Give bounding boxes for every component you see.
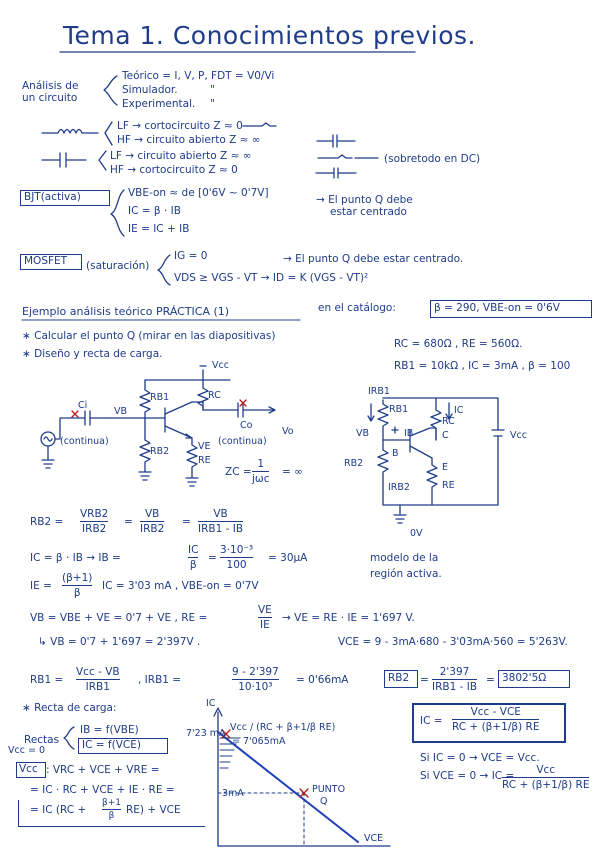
ie-rhs: IC = 3'03 mA , VBE-on = 0'7V bbox=[102, 580, 259, 592]
recta-heading: ∗ Recta de carga: bbox=[22, 702, 117, 714]
circuit1-rb1: RB1 bbox=[150, 392, 170, 403]
circuit1-continua-2: (continua) bbox=[218, 436, 267, 447]
frac-denominator: RC + (β+1/β) RE bbox=[452, 721, 540, 733]
ditto-mark: " bbox=[210, 98, 215, 110]
frac-denominator: IRB1 - IB bbox=[432, 681, 478, 693]
rb1-lhs: RB1 = bbox=[30, 674, 64, 686]
vcc-box-label: Vcc bbox=[19, 763, 38, 775]
circuit1-vo: Vo bbox=[282, 426, 294, 437]
bjt-eq-vbe: VBE-on ≈ de [0'6V ~ 0'7V] bbox=[128, 187, 269, 199]
circuit2-vcc: Vcc bbox=[510, 430, 527, 441]
frac-numerator: Vcc - VB bbox=[76, 666, 120, 678]
page-title: Tema 1. Conocimientos previos. bbox=[63, 21, 476, 50]
graph-y-intercept: 7'23 mA bbox=[186, 728, 226, 739]
irb1-frac bbox=[232, 666, 279, 693]
frac-denominator: β bbox=[73, 587, 81, 599]
mosfet-eq-id: VDS ≥ VGS - VT → ID = K (VGS - VT)² bbox=[174, 272, 369, 284]
zc-lhs: ZC = bbox=[225, 466, 252, 478]
graph-3ma: 3mA bbox=[222, 788, 244, 799]
analisis-label-2: un circuito bbox=[22, 92, 78, 104]
vb-line: VB = VBE + VE = 0'7 + VE , RE = bbox=[30, 612, 208, 624]
si-vce-zero: Si VCE = 0 → IC = bbox=[420, 770, 515, 782]
kvl-line-3: = IC (RC + bbox=[30, 804, 87, 816]
rb2-frac-1 bbox=[80, 508, 108, 535]
frac-denominator: IRB1 bbox=[85, 681, 110, 693]
zc-numerator: 1 bbox=[257, 458, 265, 470]
rb2-frac-2 bbox=[140, 508, 164, 535]
circuit2-ic: IC bbox=[454, 405, 464, 416]
frac-denominator: β bbox=[108, 811, 115, 821]
circuit2-b: B bbox=[392, 448, 399, 459]
equals-sign: = bbox=[208, 552, 217, 564]
frac-numerator: VB bbox=[144, 508, 160, 520]
bullet-calcular: ∗ Calcular el punto Q (mirar en las diapositivas) bbox=[22, 330, 276, 342]
capacitor-hf: HF → cortocircuito Z ≈ 0 bbox=[110, 164, 238, 176]
capacitor-lf: LF → circuito abierto Z ≈ ∞ bbox=[110, 150, 252, 162]
circuit2-vb: VB bbox=[356, 428, 370, 439]
circuit1-vb: VB bbox=[114, 406, 128, 417]
modelo-note-1: modelo de la bbox=[370, 552, 439, 564]
irb1-lhs: , IRB1 = bbox=[138, 674, 182, 686]
rectas-label: Rectas bbox=[24, 734, 60, 746]
re-frac bbox=[258, 604, 272, 631]
ie-frac bbox=[62, 572, 92, 599]
bjt-eq-ie: IE = IC + IB bbox=[128, 223, 190, 235]
equals-sign: = bbox=[124, 516, 133, 528]
circuit2-rb2: RB2 bbox=[344, 458, 364, 469]
equals-sign: = bbox=[420, 674, 429, 686]
frac-numerator: 9 - 2'397 bbox=[232, 666, 279, 678]
circuit1-ci: Ci bbox=[78, 400, 88, 411]
capacitor-note: (sobretodo en DC) bbox=[384, 153, 481, 165]
circuit1-vcc: Vcc bbox=[212, 360, 229, 371]
beta-frac bbox=[102, 798, 121, 821]
modelo-note-2: región activa. bbox=[370, 568, 442, 580]
frac-numerator: IC bbox=[188, 544, 199, 556]
circuit2-e: E bbox=[442, 462, 449, 473]
zc-denominator: jωc bbox=[252, 473, 270, 485]
frac-denominator: IRB2 bbox=[82, 523, 107, 535]
graph-y-label: Vcc / (RC + β+1/β RE) bbox=[230, 722, 336, 733]
rb2-final-frac bbox=[432, 666, 477, 693]
circuit1-rc: RC bbox=[208, 390, 221, 401]
circuit2-gnd: 0V bbox=[410, 528, 423, 539]
graph-punto: PUNTO bbox=[312, 784, 346, 795]
rb2-lhs: RB2 = bbox=[30, 516, 64, 528]
ic-formula-lhs: IC = bbox=[420, 715, 443, 727]
bjt-note-2: estar centrado bbox=[330, 206, 407, 218]
ib-value-frac bbox=[220, 544, 253, 571]
circuit1-ve: VE bbox=[198, 441, 211, 452]
kvl-line-1: : VRC + VCE + VRE = bbox=[46, 764, 160, 776]
bullet-diseno: ∗ Diseño y recta de carga. bbox=[22, 348, 163, 360]
frac-numerator: Vcc - VCE bbox=[470, 706, 521, 718]
rb2-box-label: RB2 bbox=[388, 672, 410, 684]
frac-numerator: 2'397 bbox=[439, 666, 470, 678]
equals-sign: = bbox=[486, 674, 495, 686]
circuit1-rb2: RB2 bbox=[150, 446, 170, 457]
graph-y-value: = 7'065mA bbox=[232, 736, 286, 747]
circuit2-irb1: IRB1 bbox=[368, 386, 390, 397]
rb1-frac bbox=[76, 666, 120, 693]
rb2-result: 3802'5Ω bbox=[502, 672, 547, 684]
analisis-item-teorico: Teórico = I, V, P, FDT = V0/Vi bbox=[122, 70, 275, 82]
recta-ib: IB = f(VBE) bbox=[80, 724, 139, 736]
ditto-mark: " bbox=[210, 84, 215, 96]
vce-result: VCE = 9 - 3mA·680 - 3'03mA·560 = 5'263V. bbox=[338, 636, 568, 648]
params-rb1-ic: RB1 = 10kΩ , IC = 3mA , β = 100 bbox=[394, 360, 571, 372]
zc-rhs: = ∞ bbox=[282, 466, 303, 478]
kvl-line-2: = IC · RC + VCE + IE · RE = bbox=[30, 784, 175, 796]
equals-sign: = bbox=[182, 516, 191, 528]
params-rc-re: RC = 680Ω , RE = 560Ω. bbox=[394, 338, 523, 350]
frac-numerator: Vcc bbox=[536, 764, 556, 776]
circuit2-c: C bbox=[442, 430, 449, 441]
frac-numerator: β+1 bbox=[102, 798, 122, 808]
bjt-label: BJT(activa) bbox=[24, 191, 81, 203]
mosfet-note: → El punto Q debe estar centrado. bbox=[283, 253, 464, 265]
circuit1-co: Co bbox=[240, 420, 253, 431]
circuit1-re: RE bbox=[198, 455, 211, 466]
circuit2-rc: RC bbox=[442, 416, 455, 427]
circuit2-rb1: RB1 bbox=[389, 404, 409, 415]
frac-denominator: IRB1 - IB bbox=[198, 523, 244, 535]
analisis-item-simulador: Simulador. bbox=[122, 84, 178, 96]
ie-lhs: IE = bbox=[30, 580, 52, 592]
si-ic-zero: Si IC = 0 → VCE = Vcc. bbox=[420, 752, 540, 764]
vb-result: ↳ VB = 0'7 + 1'697 = 2'397V . bbox=[38, 636, 201, 648]
graph-x-axis: VCE bbox=[364, 833, 384, 844]
mosfet-label: MOSFET bbox=[24, 255, 68, 267]
analisis-item-experimental: Experimental. bbox=[122, 98, 196, 110]
catalog-text: en el catálogo: bbox=[318, 302, 396, 314]
frac-numerator: VRB2 bbox=[80, 508, 109, 520]
frac-denominator: RC + (β+1/β) RE bbox=[502, 779, 590, 791]
ejemplo-heading: Ejemplo análisis teórico PRÁCTICA (1) bbox=[22, 305, 230, 318]
bjt-eq-ic: IC = β · IB bbox=[128, 205, 181, 217]
frac-denominator: 100 bbox=[226, 559, 247, 571]
circuit2-re: RE bbox=[442, 480, 455, 491]
graph-y-axis: IC bbox=[206, 698, 216, 709]
circuit1-continua-1: (continua) bbox=[60, 436, 109, 447]
mosfet-region: (saturación) bbox=[86, 260, 150, 272]
mosfet-eq-ig: IG = 0 bbox=[174, 250, 208, 262]
frac-denominator: β bbox=[189, 559, 197, 571]
frac-numerator: (β+1) bbox=[62, 572, 93, 584]
catalog-values: β = 290, VBE-on = 0'6V bbox=[434, 302, 560, 314]
ib-line: IC = β · IB → IB = bbox=[30, 552, 121, 564]
frac-denominator: IRB2 bbox=[140, 523, 165, 535]
frac-numerator: VB bbox=[213, 508, 228, 520]
frac-numerator: 3·10⁻³ bbox=[220, 544, 254, 556]
kvl-line-3b: RE) + VCE bbox=[126, 804, 181, 816]
frac-numerator: VE bbox=[258, 604, 272, 616]
rb2-frac-3 bbox=[198, 508, 243, 535]
ib-result: = 30μA bbox=[268, 552, 308, 564]
inductor-hf: HF → circuito abierto Z ≈ ∞ bbox=[117, 134, 261, 146]
ib-frac bbox=[188, 544, 198, 571]
bjt-note-1: → El punto Q debe bbox=[316, 194, 413, 206]
ve-result: → VE = RE · IE = 1'697 V. bbox=[282, 612, 415, 624]
zc-fraction bbox=[252, 458, 269, 485]
graph-q: Q bbox=[320, 796, 328, 807]
irb1-result: = 0'66mA bbox=[296, 674, 349, 686]
ic-formula-frac bbox=[452, 706, 539, 733]
frac-denominator: IE bbox=[260, 619, 270, 631]
recta-ic: IC = f(VCE) bbox=[82, 739, 141, 751]
inductor-lf: LF → cortocircuito Z ≈ 0 bbox=[117, 120, 243, 132]
frac-denominator: 10·10³ bbox=[238, 681, 273, 693]
circuit2-ib: IB bbox=[404, 428, 414, 439]
vcc-zero: Vcc = 0 bbox=[8, 745, 45, 756]
ic-max-frac bbox=[502, 764, 589, 791]
circuit2-irb2: IRB2 bbox=[388, 482, 410, 493]
analisis-label-1: Análisis de bbox=[22, 80, 79, 92]
